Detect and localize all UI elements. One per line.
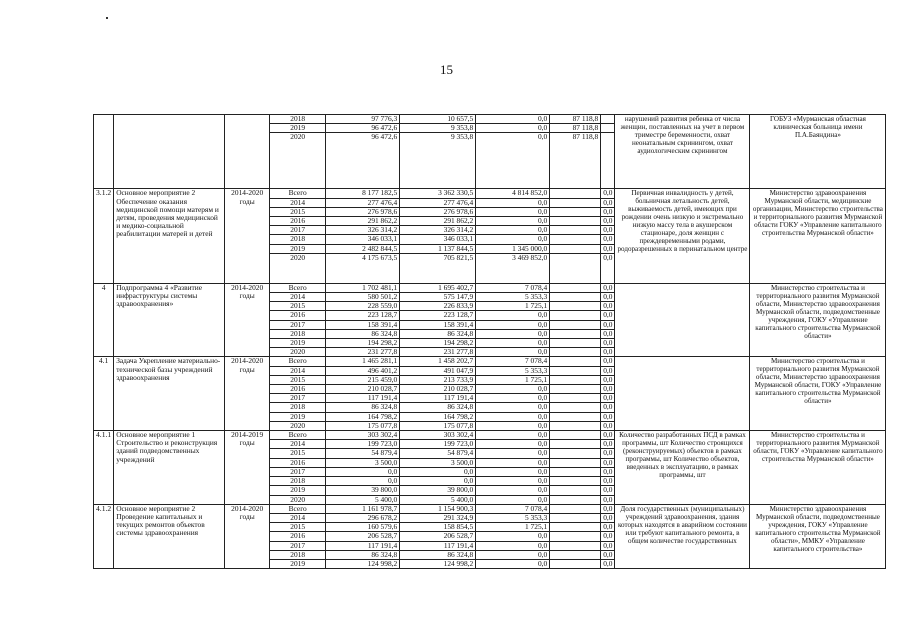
- item-period: 2014-2020 годы: [225, 189, 270, 283]
- other-cell: 0,0: [601, 523, 615, 532]
- municipal-cell: [550, 366, 601, 375]
- regional-cell: 206 528,7: [400, 532, 476, 541]
- federal-cell: 0,0: [476, 339, 550, 348]
- total-cell: 2 482 844,5: [326, 244, 400, 253]
- other-cell: 0,0: [601, 477, 615, 486]
- year-cell: 2017: [270, 226, 326, 235]
- table-row: [94, 189, 886, 198]
- total-cell: 0,0: [326, 477, 400, 486]
- federal-cell: 5 353,3: [476, 513, 550, 522]
- item-name: Основное мероприятие 2 Обеспечение оказания медицинской помощи матерям и детям, проведения медицинской и медико-социальной реабилитации матерей и детей: [114, 189, 225, 283]
- federal-cell: 0,0: [476, 311, 550, 320]
- item-name: Подпрограмма 4 «Развитие инфраструктуры системы здравоохранения»: [114, 283, 225, 357]
- regional-cell: 9 353,8: [400, 133, 476, 189]
- item-period: 2014-2020 годы: [225, 283, 270, 357]
- municipal-cell: [550, 198, 601, 207]
- municipal-cell: [550, 244, 601, 253]
- federal-cell: 0,0: [476, 495, 550, 504]
- federal-cell: 0,0: [476, 394, 550, 403]
- total-cell: 206 528,7: [326, 532, 400, 541]
- item-code: 4.1.2: [94, 504, 114, 568]
- regional-cell: 1 154 900,3: [400, 504, 476, 513]
- federal-cell: 0,0: [476, 467, 550, 476]
- total-cell: 276 978,6: [326, 207, 400, 216]
- federal-cell: 0,0: [476, 207, 550, 216]
- federal-cell: 0,0: [476, 348, 550, 357]
- total-cell: 8 177 182,5: [326, 189, 400, 198]
- year-cell: 2019: [270, 412, 326, 421]
- regional-cell: 1 137 844,5: [400, 244, 476, 253]
- other-cell: [601, 115, 615, 124]
- regional-cell: 575 147,9: [400, 293, 476, 302]
- other-cell: 0,0: [601, 357, 615, 366]
- total-cell: 5 400,0: [326, 495, 400, 504]
- year-cell: 2014: [270, 293, 326, 302]
- regional-cell: 0,0: [400, 467, 476, 476]
- regional-cell: 9 353,8: [400, 124, 476, 133]
- municipal-cell: [550, 357, 601, 366]
- year-cell: 2018: [270, 235, 326, 244]
- regional-cell: 291 862,2: [400, 217, 476, 226]
- other-cell: 0,0: [601, 226, 615, 235]
- year-cell: 2016: [270, 217, 326, 226]
- other-cell: 0,0: [601, 486, 615, 495]
- other-cell: 0,0: [601, 449, 615, 458]
- federal-cell: 0,0: [476, 198, 550, 207]
- item-name: Основное мероприятие 1 Строительство и реконструкция зданий подведомственных учреждений: [114, 431, 225, 505]
- federal-cell: 1 725,1: [476, 302, 550, 311]
- total-cell: 291 862,2: [326, 217, 400, 226]
- other-cell: 0,0: [601, 253, 615, 283]
- federal-cell: 0,0: [476, 217, 550, 226]
- municipal-cell: 87 118,8: [550, 124, 601, 133]
- municipal-cell: [550, 293, 601, 302]
- indicator-text: нарушений развития ребенка от числа женщин, поставленных на учет в первом триместре беременности, охват неонатальным скринингом, охват аудиологическим скринингом: [615, 115, 750, 189]
- regional-cell: 213 733,9: [400, 375, 476, 384]
- federal-cell: 0,0: [476, 320, 550, 329]
- regional-cell: 3 362 330,5: [400, 189, 476, 198]
- municipal-cell: [550, 385, 601, 394]
- municipal-cell: [550, 302, 601, 311]
- year-cell: 2019: [270, 486, 326, 495]
- year-cell: 2020: [270, 421, 326, 430]
- municipal-cell: [550, 523, 601, 532]
- municipal-cell: [550, 348, 601, 357]
- other-cell: 0,0: [601, 550, 615, 559]
- year-cell: 2019: [270, 124, 326, 133]
- municipal-cell: [550, 467, 601, 476]
- item-code: 4.1.1: [94, 431, 114, 505]
- year-cell: 2014: [270, 513, 326, 522]
- other-cell: 0,0: [601, 329, 615, 338]
- total-cell: 97 776,3: [326, 115, 400, 124]
- federal-cell: 0,0: [476, 115, 550, 124]
- other-cell: 0,0: [601, 513, 615, 522]
- item-name: Задача Укрепление материально-технической базы учреждений здравоохранения: [114, 357, 225, 431]
- regional-cell: 199 723,0: [400, 440, 476, 449]
- other-cell: 0,0: [601, 504, 615, 513]
- total-cell: 296 678,2: [326, 513, 400, 522]
- item-period: 2014-2020 годы: [225, 357, 270, 431]
- regional-cell: 10 657,5: [400, 115, 476, 124]
- total-cell: 175 077,8: [326, 421, 400, 430]
- year-cell: 2016: [270, 311, 326, 320]
- executor-text: Министерство здравоохранения Мурманской области, подведомственные учреждения, ГОКУ «Управление капитального строительства Мурманской области», ММКУ «Управление капитального строительства»: [750, 504, 886, 568]
- other-cell: [601, 124, 615, 133]
- other-cell: 0,0: [601, 283, 615, 292]
- total-cell: 231 277,8: [326, 348, 400, 357]
- federal-cell: 5 353,3: [476, 366, 550, 375]
- municipal-cell: [550, 486, 601, 495]
- item-name: [114, 115, 225, 189]
- municipal-cell: [550, 440, 601, 449]
- municipal-cell: [550, 375, 601, 384]
- year-cell: 2018: [270, 329, 326, 338]
- other-cell: 0,0: [601, 198, 615, 207]
- municipal-cell: [550, 329, 601, 338]
- other-cell: 0,0: [601, 541, 615, 550]
- other-cell: 0,0: [601, 339, 615, 348]
- federal-cell: 0,0: [476, 477, 550, 486]
- year-cell: Всего: [270, 431, 326, 440]
- year-cell: 2017: [270, 467, 326, 476]
- municipal-cell: [550, 253, 601, 283]
- regional-cell: 39 800,0: [400, 486, 476, 495]
- year-cell: 2019: [270, 559, 326, 568]
- other-cell: 0,0: [601, 235, 615, 244]
- total-cell: 96 472,6: [326, 124, 400, 133]
- item-period: 2014-2020 годы: [225, 504, 270, 568]
- federal-cell: 0,0: [476, 412, 550, 421]
- total-cell: 199 723,0: [326, 440, 400, 449]
- municipal-cell: [550, 207, 601, 216]
- executor-text: Министерство строительства и территориального развития Мурманской области, Министерство здравоохранения Мурманской области, подведомственные учреждения, ГОКУ «Управление капитального строительства Мурманской области»: [750, 283, 886, 357]
- municipal-cell: [550, 559, 601, 568]
- total-cell: 215 459,0: [326, 375, 400, 384]
- item-code: 3.1.2: [94, 189, 114, 283]
- regional-cell: 231 277,8: [400, 348, 476, 357]
- federal-cell: 1 725,1: [476, 523, 550, 532]
- executor-text: ГОБУЗ «Мурманская областная клиническая больница имени П.А.Баяндина»: [750, 115, 886, 189]
- other-cell: 0,0: [601, 217, 615, 226]
- municipal-cell: [550, 431, 601, 440]
- table-row: [94, 504, 886, 513]
- year-cell: 2015: [270, 302, 326, 311]
- municipal-cell: [550, 283, 601, 292]
- year-cell: 2018: [270, 550, 326, 559]
- table-row: [94, 283, 886, 292]
- municipal-cell: [550, 477, 601, 486]
- other-cell: 0,0: [601, 421, 615, 430]
- municipal-cell: [550, 311, 601, 320]
- year-cell: 2018: [270, 477, 326, 486]
- municipal-cell: [550, 495, 601, 504]
- other-cell: 0,0: [601, 467, 615, 476]
- year-cell: 2016: [270, 458, 326, 467]
- regional-cell: 86 324,8: [400, 329, 476, 338]
- regional-cell: 226 833,9: [400, 302, 476, 311]
- indicator-text: Первичная инвалидность у детей, больничная летальность детей, выживаемость детей, имеющих при рождении очень низкую и экстремально низкую массу тела в акушерском стационаре, доля женщин с преждевременными родами, родоразрешенных в перинатальном центре: [615, 189, 750, 283]
- total-cell: 1 465 281,1: [326, 357, 400, 366]
- page-number: 15: [440, 62, 453, 77]
- federal-cell: 3 469 852,0: [476, 253, 550, 283]
- regional-cell: 86 324,8: [400, 550, 476, 559]
- total-cell: 303 302,4: [326, 431, 400, 440]
- regional-cell: 158 854,5: [400, 523, 476, 532]
- other-cell: 0,0: [601, 375, 615, 384]
- indicator-text: Количество разработанных ПСД в рамках программы, шт Количество строящихся (реконструируемых) объектов в рамках программы, шт Количество объектов, введенных в эксплуатацию, в рамках программы, шт: [615, 431, 750, 505]
- regional-cell: 194 298,2: [400, 339, 476, 348]
- year-cell: 2015: [270, 375, 326, 384]
- federal-cell: 0,0: [476, 559, 550, 568]
- other-cell: 0,0: [601, 244, 615, 253]
- federal-cell: 5 353,3: [476, 293, 550, 302]
- indicator-text: [615, 283, 750, 357]
- regional-cell: 276 978,6: [400, 207, 476, 216]
- indicator-text: [615, 357, 750, 431]
- regional-cell: 86 324,8: [400, 403, 476, 412]
- federal-cell: 0,0: [476, 458, 550, 467]
- year-cell: 2015: [270, 449, 326, 458]
- year-cell: 2015: [270, 207, 326, 216]
- federal-cell: 0,0: [476, 329, 550, 338]
- table-row: [94, 115, 886, 124]
- other-cell: 0,0: [601, 394, 615, 403]
- regional-cell: 3 500,0: [400, 458, 476, 467]
- federal-cell: 7 078,4: [476, 283, 550, 292]
- total-cell: 117 191,4: [326, 394, 400, 403]
- year-cell: Всего: [270, 283, 326, 292]
- total-cell: 326 314,2: [326, 226, 400, 235]
- item-period: 2014-2019 годы: [225, 431, 270, 505]
- total-cell: 86 324,8: [326, 550, 400, 559]
- other-cell: 0,0: [601, 403, 615, 412]
- year-cell: 2020: [270, 495, 326, 504]
- year-cell: 2018: [270, 403, 326, 412]
- year-cell: Всего: [270, 357, 326, 366]
- regional-cell: 1 458 202,7: [400, 357, 476, 366]
- total-cell: 277 476,4: [326, 198, 400, 207]
- regional-cell: 175 077,8: [400, 421, 476, 430]
- item-code: [94, 115, 114, 189]
- year-cell: 2017: [270, 320, 326, 329]
- total-cell: 4 175 673,5: [326, 253, 400, 283]
- total-cell: 96 472,6: [326, 133, 400, 189]
- municipal-cell: [550, 412, 601, 421]
- total-cell: 86 324,8: [326, 403, 400, 412]
- municipal-cell: [550, 217, 601, 226]
- other-cell: 0,0: [601, 559, 615, 568]
- item-period: [225, 115, 270, 189]
- other-cell: 0,0: [601, 348, 615, 357]
- year-cell: 2020: [270, 348, 326, 357]
- federal-cell: 0,0: [476, 431, 550, 440]
- year-cell: 2015: [270, 523, 326, 532]
- municipal-cell: [550, 189, 601, 198]
- total-cell: 124 998,2: [326, 559, 400, 568]
- regional-cell: 1 695 402,7: [400, 283, 476, 292]
- item-code: 4.1: [94, 357, 114, 431]
- item-name: Основное мероприятие 2 Проведение капитальных и текущих ремонтов объектов системы здравоохранения: [114, 504, 225, 568]
- regional-cell: 277 476,4: [400, 198, 476, 207]
- total-cell: 228 559,0: [326, 302, 400, 311]
- municipal-cell: [550, 403, 601, 412]
- regional-cell: 326 314,2: [400, 226, 476, 235]
- municipal-cell: [550, 504, 601, 513]
- federal-cell: 0,0: [476, 235, 550, 244]
- funding-table: [93, 114, 886, 569]
- year-cell: 2016: [270, 385, 326, 394]
- total-cell: 194 298,2: [326, 339, 400, 348]
- other-cell: 0,0: [601, 495, 615, 504]
- total-cell: 210 028,7: [326, 385, 400, 394]
- regional-cell: 164 798,2: [400, 412, 476, 421]
- federal-cell: 0,0: [476, 124, 550, 133]
- year-cell: 2020: [270, 133, 326, 189]
- other-cell: 0,0: [601, 458, 615, 467]
- total-cell: 496 401,2: [326, 366, 400, 375]
- regional-cell: 124 998,2: [400, 559, 476, 568]
- total-cell: 160 579,6: [326, 523, 400, 532]
- executor-text: Министерство строительства и территориального развития Мурманской области, ГОКУ «Управление капитального строительства Мурманской области»: [750, 431, 886, 505]
- regional-cell: 117 191,4: [400, 541, 476, 550]
- other-cell: 0,0: [601, 440, 615, 449]
- executor-text: Министерство строительства и территориального развития Мурманской области, Министерство здравоохранения Мурманской области, ГОКУ «Управление капитального строительства Мурманской области»: [750, 357, 886, 431]
- federal-cell: 0,0: [476, 226, 550, 235]
- municipal-cell: 87 118,8: [550, 115, 601, 124]
- municipal-cell: [550, 532, 601, 541]
- federal-cell: 0,0: [476, 541, 550, 550]
- other-cell: 0,0: [601, 207, 615, 216]
- year-cell: Всего: [270, 504, 326, 513]
- indicator-text: Доля государственных (муниципальных) учреждений здравоохранения, здания которых находятся в аварийном состоянии или требуют капитального ремонта, в общем количестве государственных: [615, 504, 750, 568]
- municipal-cell: [550, 339, 601, 348]
- municipal-cell: [550, 458, 601, 467]
- regional-cell: 291 324,9: [400, 513, 476, 522]
- federal-cell: 0,0: [476, 486, 550, 495]
- federal-cell: 0,0: [476, 133, 550, 189]
- municipal-cell: [550, 550, 601, 559]
- federal-cell: 0,0: [476, 532, 550, 541]
- total-cell: 3 500,0: [326, 458, 400, 467]
- year-cell: 2018: [270, 115, 326, 124]
- year-cell: Всего: [270, 189, 326, 198]
- federal-cell: 7 078,4: [476, 504, 550, 513]
- municipal-cell: [550, 226, 601, 235]
- other-cell: 0,0: [601, 431, 615, 440]
- regional-cell: 158 391,4: [400, 320, 476, 329]
- year-cell: 2014: [270, 440, 326, 449]
- other-cell: 0,0: [601, 311, 615, 320]
- year-cell: 2020: [270, 253, 326, 283]
- year-cell: 2014: [270, 198, 326, 207]
- other-cell: 0,0: [601, 293, 615, 302]
- total-cell: 580 501,2: [326, 293, 400, 302]
- other-cell: 0,0: [601, 189, 615, 198]
- total-cell: 86 324,8: [326, 329, 400, 338]
- total-cell: 117 191,4: [326, 541, 400, 550]
- federal-cell: 0,0: [476, 449, 550, 458]
- federal-cell: 0,0: [476, 421, 550, 430]
- regional-cell: 223 128,7: [400, 311, 476, 320]
- regional-cell: 705 821,5: [400, 253, 476, 283]
- total-cell: 223 128,7: [326, 311, 400, 320]
- total-cell: 158 391,4: [326, 320, 400, 329]
- municipal-cell: 87 118,8: [550, 133, 601, 189]
- regional-cell: 0,0: [400, 477, 476, 486]
- other-cell: 0,0: [601, 532, 615, 541]
- other-cell: 0,0: [601, 385, 615, 394]
- other-cell: 0,0: [601, 412, 615, 421]
- scan-speck: [106, 17, 108, 19]
- federal-cell: 0,0: [476, 440, 550, 449]
- municipal-cell: [550, 421, 601, 430]
- regional-cell: 5 400,0: [400, 495, 476, 504]
- year-cell: 2019: [270, 244, 326, 253]
- federal-cell: 0,0: [476, 385, 550, 394]
- total-cell: 346 033,1: [326, 235, 400, 244]
- total-cell: 1 702 481,1: [326, 283, 400, 292]
- table-row: [94, 357, 886, 366]
- federal-cell: 1 345 000,0: [476, 244, 550, 253]
- total-cell: 1 161 978,7: [326, 504, 400, 513]
- federal-cell: 0,0: [476, 550, 550, 559]
- municipal-cell: [550, 394, 601, 403]
- municipal-cell: [550, 320, 601, 329]
- regional-cell: 303 302,4: [400, 431, 476, 440]
- federal-cell: 1 725,1: [476, 375, 550, 384]
- other-cell: [601, 133, 615, 189]
- municipal-cell: [550, 513, 601, 522]
- regional-cell: 210 028,7: [400, 385, 476, 394]
- other-cell: 0,0: [601, 366, 615, 375]
- municipal-cell: [550, 541, 601, 550]
- year-cell: 2017: [270, 541, 326, 550]
- executor-text: Министерство здравоохранения Мурманской области, медицинские организации, Министерство строительства и территориального развития Мурманской области ГОКУ «Управление капитального строительства Мурманской области»: [750, 189, 886, 283]
- municipal-cell: [550, 235, 601, 244]
- federal-cell: 7 078,4: [476, 357, 550, 366]
- regional-cell: 491 047,9: [400, 366, 476, 375]
- item-code: 4: [94, 283, 114, 357]
- year-cell: 2016: [270, 532, 326, 541]
- federal-cell: 0,0: [476, 403, 550, 412]
- federal-cell: 4 814 852,0: [476, 189, 550, 198]
- total-cell: 54 879,4: [326, 449, 400, 458]
- total-cell: 164 798,2: [326, 412, 400, 421]
- table-row: [94, 431, 886, 440]
- year-cell: 2017: [270, 394, 326, 403]
- other-cell: 0,0: [601, 302, 615, 311]
- total-cell: 39 800,0: [326, 486, 400, 495]
- municipal-cell: [550, 449, 601, 458]
- regional-cell: 346 033,1: [400, 235, 476, 244]
- total-cell: 0,0: [326, 467, 400, 476]
- other-cell: 0,0: [601, 320, 615, 329]
- year-cell: 2019: [270, 339, 326, 348]
- regional-cell: 54 879,4: [400, 449, 476, 458]
- regional-cell: 117 191,4: [400, 394, 476, 403]
- year-cell: 2014: [270, 366, 326, 375]
